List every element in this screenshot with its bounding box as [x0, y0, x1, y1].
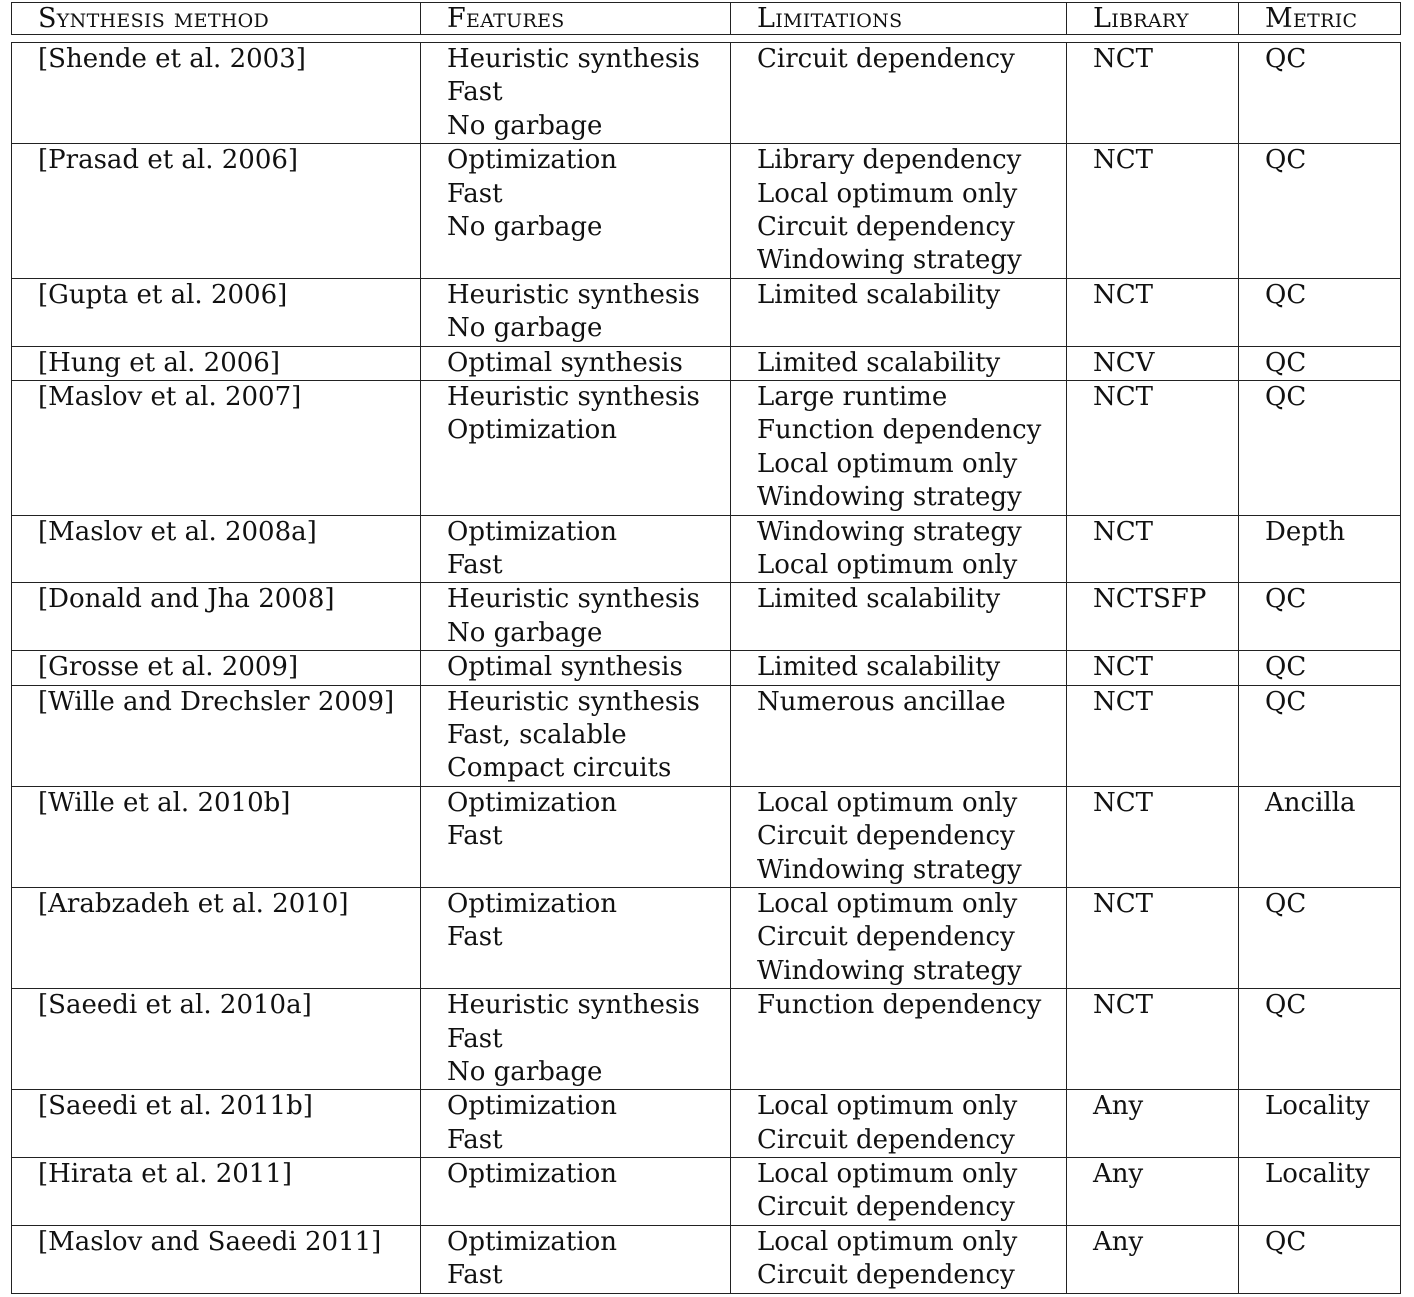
feature-item: Fast — [447, 1023, 503, 1054]
method-citation-cell — [12, 1090, 421, 1158]
library-cell — [1067, 346, 1239, 380]
header-library: Library — [1067, 3, 1239, 35]
metric-cell — [1239, 144, 1401, 279]
feature-cell — [421, 1158, 731, 1226]
feature-item: Compact circuits — [447, 753, 672, 784]
metric: QC — [1265, 381, 1307, 412]
library: NCT — [1093, 787, 1153, 818]
feature-item: No garbage — [447, 211, 603, 242]
limitation-item: Circuit dependency — [757, 1124, 1015, 1155]
library: NCT — [1093, 145, 1153, 176]
feature-item: Fast — [447, 178, 503, 209]
limitation-item: Local optimum only — [757, 549, 1018, 580]
feature-item: Optimal synthesis — [447, 652, 683, 683]
method-citation-cell — [12, 1225, 421, 1293]
metric: QC — [1265, 1226, 1307, 1257]
library-cell — [1067, 1158, 1239, 1226]
feature-item: Fast — [447, 1124, 503, 1155]
limitation-item: Windowing strategy — [757, 245, 1022, 276]
limitation-item: Limited scalability — [757, 279, 1001, 310]
table-row — [12, 346, 1401, 380]
library-cell — [1067, 583, 1239, 651]
method-citation-cell — [12, 43, 421, 144]
metric: Locality — [1265, 1091, 1370, 1122]
method-citation-cell — [12, 144, 421, 279]
feature-item: Optimization — [447, 1226, 618, 1257]
metric: QC — [1265, 990, 1307, 1021]
feature-item: Heuristic synthesis — [447, 44, 700, 74]
header-metric: Metric — [1239, 3, 1401, 35]
method-citation: [Shende et al. 2003] — [38, 44, 306, 74]
metric: QC — [1265, 44, 1307, 74]
feature-cell — [421, 651, 731, 685]
metric-cell — [1239, 515, 1401, 583]
method-citation-cell — [12, 887, 421, 988]
method-citation-cell — [12, 685, 421, 786]
metric-cell — [1239, 583, 1401, 651]
metric: Ancilla — [1265, 787, 1356, 818]
library: NCT — [1093, 686, 1153, 717]
limitation-cell — [731, 786, 1067, 887]
method-citation: [Maslov et al. 2008a] — [38, 516, 317, 547]
metric-cell — [1239, 685, 1401, 786]
feature-cell — [421, 515, 731, 583]
method-citation: [Saeedi et al. 2011b] — [38, 1091, 313, 1122]
table-row — [12, 515, 1401, 583]
library: NCT — [1093, 279, 1153, 310]
limitation-item: Circuit dependency — [757, 1260, 1015, 1291]
limitation-cell — [731, 887, 1067, 988]
limitation-cell — [731, 346, 1067, 380]
feature-cell — [421, 1090, 731, 1158]
limitation-item: Function dependency — [757, 990, 1042, 1021]
library: NCT — [1093, 44, 1153, 74]
limitation-cell — [731, 380, 1067, 515]
table-row — [12, 583, 1401, 651]
method-citation: [Maslov and Saeedi 2011] — [38, 1226, 382, 1257]
feature-item: Optimization — [447, 145, 618, 176]
method-citation-cell — [12, 515, 421, 583]
metric: QC — [1265, 279, 1307, 310]
limitation-item: Limited scalability — [757, 584, 1001, 615]
limitation-item: Local optimum only — [757, 178, 1018, 209]
limitation-item: Limited scalability — [757, 347, 1001, 378]
feature-cell — [421, 380, 731, 515]
metric: Depth — [1265, 516, 1346, 547]
limitation-cell — [731, 1225, 1067, 1293]
method-citation-cell — [12, 786, 421, 887]
method-citation: [Donald and Jha 2008] — [38, 584, 335, 615]
limitation-item: Circuit dependency — [757, 1192, 1015, 1223]
method-citation-cell — [12, 380, 421, 515]
metric-cell — [1239, 346, 1401, 380]
method-citation-cell — [12, 583, 421, 651]
limitation-item: Circuit dependency — [757, 922, 1015, 953]
library: Any — [1093, 1091, 1144, 1122]
library-cell — [1067, 887, 1239, 988]
limitation-cell — [731, 1090, 1067, 1158]
metric-cell — [1239, 786, 1401, 887]
metric-cell — [1239, 651, 1401, 685]
metric-cell — [1239, 1158, 1401, 1226]
feature-item: Optimization — [447, 888, 618, 919]
limitation-cell — [731, 1158, 1067, 1226]
feature-cell — [421, 43, 731, 144]
method-citation-cell — [12, 1158, 421, 1226]
header-features: Features — [421, 3, 731, 35]
library-cell — [1067, 651, 1239, 685]
library-cell — [1067, 144, 1239, 279]
metric: Locality — [1265, 1159, 1370, 1190]
feature-cell — [421, 583, 731, 651]
library: NCT — [1093, 381, 1153, 412]
feature-cell — [421, 685, 731, 786]
limitation-item: Circuit dependency — [757, 44, 1015, 74]
feature-item: Optimization — [447, 415, 618, 446]
method-citation-cell — [12, 989, 421, 1090]
table-row — [12, 380, 1401, 515]
feature-cell — [421, 144, 731, 279]
feature-cell — [421, 346, 731, 380]
header-synthesis-method: Synthesis method — [12, 3, 421, 35]
feature-item: Heuristic synthesis — [447, 990, 700, 1021]
limitation-item: Windowing strategy — [757, 482, 1022, 513]
limitation-item: Numerous ancillae — [757, 686, 1006, 717]
library: Any — [1093, 1226, 1144, 1257]
limitation-item: Local optimum only — [757, 888, 1018, 919]
table-row — [12, 1090, 1401, 1158]
feature-item: Fast — [447, 922, 503, 953]
table-row — [12, 989, 1401, 1090]
limitation-item: Circuit dependency — [757, 211, 1015, 242]
method-citation: [Gupta et al. 2006] — [38, 279, 288, 310]
method-citation-cell — [12, 278, 421, 346]
header-limitations: Limitations — [731, 3, 1067, 35]
limitation-cell — [731, 515, 1067, 583]
library-cell — [1067, 685, 1239, 786]
metric: QC — [1265, 347, 1307, 378]
method-citation: [Wille et al. 2010b] — [38, 787, 291, 818]
feature-item: Fast — [447, 1260, 503, 1291]
feature-cell — [421, 278, 731, 346]
method-citation: [Grosse et al. 2009] — [38, 652, 299, 683]
feature-item: No garbage — [447, 617, 603, 648]
library: Any — [1093, 1159, 1144, 1190]
limitation-item: Local optimum only — [757, 787, 1018, 818]
feature-item: No garbage — [447, 313, 603, 344]
table-row — [12, 1225, 1401, 1293]
method-citation: [Saeedi et al. 2010a] — [38, 990, 312, 1021]
feature-item: Fast, scalable — [447, 719, 627, 750]
feature-cell — [421, 887, 731, 988]
limitation-cell — [731, 989, 1067, 1090]
library-cell — [1067, 989, 1239, 1090]
library-cell — [1067, 515, 1239, 583]
table-body — [12, 43, 1401, 1294]
table-row — [12, 43, 1401, 144]
feature-item: No garbage — [447, 110, 603, 141]
method-citation-cell — [12, 346, 421, 380]
limitation-item: Local optimum only — [757, 1159, 1018, 1190]
limitation-item: Local optimum only — [757, 448, 1018, 479]
metric-cell — [1239, 380, 1401, 515]
library-cell — [1067, 278, 1239, 346]
limitation-item: Local optimum only — [757, 1091, 1018, 1122]
library-cell — [1067, 786, 1239, 887]
feature-item: Optimization — [447, 1159, 618, 1190]
metric-cell — [1239, 1225, 1401, 1293]
metric-cell — [1239, 887, 1401, 988]
method-citation: [Prasad et al. 2006] — [38, 145, 299, 176]
feature-item: Heuristic synthesis — [447, 584, 700, 615]
table-row — [12, 685, 1401, 786]
feature-item: Optimization — [447, 1091, 618, 1122]
table-row — [12, 144, 1401, 279]
feature-item: Heuristic synthesis — [447, 686, 700, 717]
library: NCT — [1093, 516, 1153, 547]
method-citation: [Hirata et al. 2011] — [38, 1159, 293, 1190]
feature-item: Optimal synthesis — [447, 347, 683, 378]
limitation-cell — [731, 43, 1067, 144]
table-row — [12, 651, 1401, 685]
limitation-item: Circuit dependency — [757, 821, 1015, 852]
metric: QC — [1265, 584, 1307, 615]
table-row — [12, 1158, 1401, 1226]
feature-item: Fast — [447, 77, 503, 108]
feature-item: No garbage — [447, 1056, 603, 1087]
table-header — [11, 2, 1401, 35]
table-row — [12, 278, 1401, 346]
method-citation: [Wille and Drechsler 2009] — [38, 686, 395, 717]
metric: QC — [1265, 145, 1307, 176]
library: NCT — [1093, 990, 1153, 1021]
synthesis-methods-table — [11, 42, 1401, 1294]
limitation-cell — [731, 651, 1067, 685]
limitation-cell — [731, 685, 1067, 786]
metric: QC — [1265, 686, 1307, 717]
feature-item: Heuristic synthesis — [447, 279, 700, 310]
method-citation: [Maslov et al. 2007] — [38, 381, 302, 412]
metric-cell — [1239, 1090, 1401, 1158]
limitation-item: Local optimum only — [757, 1226, 1018, 1257]
library-cell — [1067, 43, 1239, 144]
feature-item: Fast — [447, 821, 503, 852]
feature-item: Optimization — [447, 516, 618, 547]
limitation-cell — [731, 144, 1067, 279]
metric-cell — [1239, 989, 1401, 1090]
limitation-item: Windowing strategy — [757, 516, 1022, 547]
method-citation: [Hung et al. 2006] — [38, 347, 280, 378]
feature-cell — [421, 786, 731, 887]
feature-item: Optimization — [447, 787, 618, 818]
feature-item: Fast — [447, 549, 503, 580]
library-cell — [1067, 380, 1239, 515]
limitation-item: Library dependency — [757, 145, 1022, 176]
metric: QC — [1265, 888, 1307, 919]
library: NCV — [1093, 347, 1155, 378]
metric-cell — [1239, 43, 1401, 144]
method-citation: [Arabzadeh et al. 2010] — [38, 888, 349, 919]
limitation-cell — [731, 278, 1067, 346]
limitation-item: Limited scalability — [757, 652, 1001, 683]
library-cell — [1067, 1225, 1239, 1293]
table-row — [12, 887, 1401, 988]
feature-cell — [421, 989, 731, 1090]
library: NCTSFP — [1093, 584, 1207, 615]
method-citation-cell — [12, 651, 421, 685]
metric: QC — [1265, 652, 1307, 683]
feature-cell — [421, 1225, 731, 1293]
limitation-item: Windowing strategy — [757, 955, 1022, 986]
limitation-item: Function dependency — [757, 415, 1042, 446]
limitation-item: Windowing strategy — [757, 854, 1022, 885]
feature-item: Heuristic synthesis — [447, 381, 700, 412]
header-row — [12, 3, 1401, 35]
limitation-item: Large runtime — [757, 381, 948, 412]
metric-cell — [1239, 278, 1401, 346]
library-cell — [1067, 1090, 1239, 1158]
table-row — [12, 786, 1401, 887]
limitation-cell — [731, 583, 1067, 651]
library: NCT — [1093, 652, 1153, 683]
library: NCT — [1093, 888, 1153, 919]
